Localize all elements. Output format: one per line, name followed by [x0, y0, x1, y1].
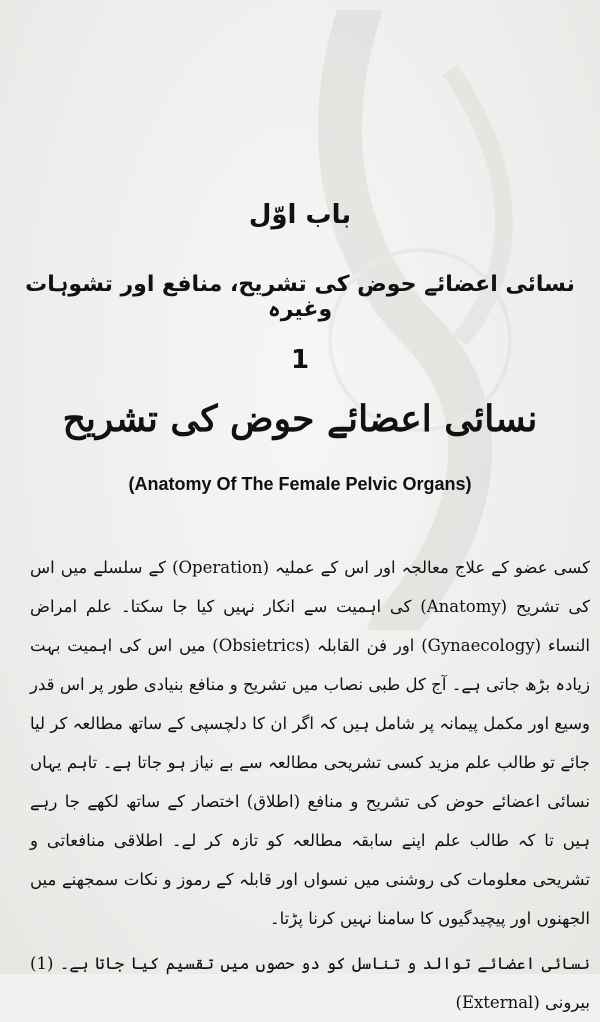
body-text [30, 548, 590, 1022]
chapter-subtitle: نسائی اعضائے حوض کی تشریح، منافع اور تشوہات وغیرہ [25, 272, 575, 322]
section-title: نسائی اعضائے حوض کی تشریح [62, 398, 538, 440]
paragraph-2: نسائی اعضائے توالد و تناسل کو دو حصوں میں تقسیم کیا جاتا ہے۔ (1) بیرونی (External) [30, 954, 590, 1012]
paragraph-1: کسی عضو کے علاج معالجہ اور اس کے عملیہ (Operation) کے سلسلے میں اس کی تشریح (Anatomy) کی اہمیت سے انکار نہیں کیا جا سکتا۔ علم امراض النساء (Gynaecology) اور فن القابلہ (Obsietrics) میں اس کی اہمیت بہت زیادہ بڑھ جاتی ہے۔ آج کل طبی نصاب میں تشریح و منافع بنیادی طور پر اس قدر وسیع اور مکمل پیمانہ پر شامل ہیں کہ اگر ان کا دلچسپی کے ساتھ مطالعہ کر لیا جائے تو طالب علم مزید کسی تشریحی مطالعہ سے بے نیاز ہو جاتا ہے۔ تاہم یہاں نسائی اعضائے حوض کی تشریح و منافع (اطلاق) اختصار کے ساتھ لکھے جا رہے ہیں تا کہ طالب علم اپنے سابقہ مطالعہ کو تازہ کر لے۔ اطلاقی منافعاتی و تشریحی معلومات کی روشنی میں نسواں اور قابلہ کے رموز و نکات سمجھنے میں الجھنوں اور پیچیدگیوں کا سامنا نہیں کرنا پڑتا۔ [30, 558, 591, 928]
chapter-heading: باب اوّل [248, 200, 352, 230]
section-title-english: (Anatomy Of The Female Pelvic Organs) [128, 474, 472, 494]
section-number: 1 [290, 345, 310, 375]
